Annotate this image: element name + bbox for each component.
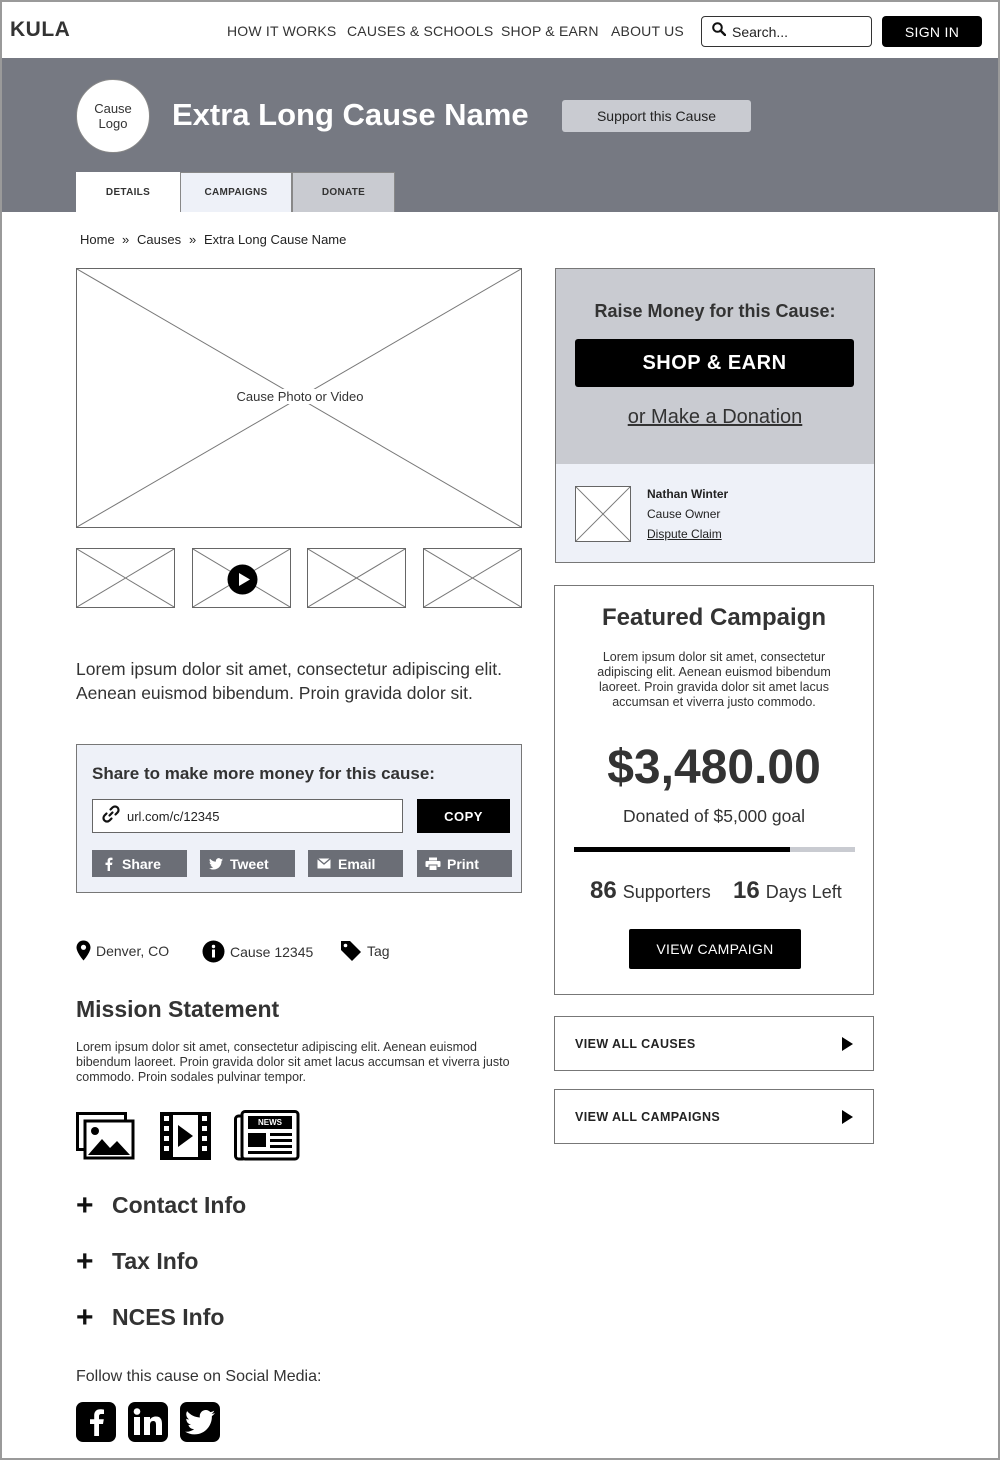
featured-campaign-text: Lorem ipsum dolor sit amet, consectetur adipiscing elit. Aenean euismod bibendum laoreet. Proin gravida dolor sit amet lacus accumsan et viverra justo commodo. <box>597 650 831 709</box>
link-icon <box>101 804 121 829</box>
cause-title: Extra Long Cause Name <box>172 97 529 132</box>
owner-role: Cause Owner <box>647 507 721 521</box>
arrow-right-icon <box>842 1037 853 1051</box>
share-url-field[interactable] <box>92 799 403 833</box>
breadcrumb-separator: » <box>122 232 130 247</box>
accordion-nces-info[interactable] <box>76 1300 225 1334</box>
copy-url-button[interactable]: COPY <box>417 799 510 833</box>
dispute-claim-link[interactable]: Dispute Claim <box>647 527 722 541</box>
donated-amount: $3,480.00 <box>607 741 821 794</box>
cause-id-meta <box>202 940 313 963</box>
video-gallery-icon[interactable] <box>160 1112 211 1160</box>
location-meta <box>76 940 169 961</box>
share-twitter-button[interactable] <box>200 850 295 877</box>
view-all-campaigns-link[interactable] <box>554 1089 874 1144</box>
follow-social-text: Follow this cause on Social Media: <box>76 1368 322 1385</box>
tag-text: Tag <box>367 943 390 959</box>
brand-logo[interactable]: KULA <box>10 18 71 41</box>
make-donation-link-text[interactable]: or Make a Donation <box>627 406 803 428</box>
play-icon[interactable] <box>227 564 258 595</box>
twitter-icon[interactable] <box>180 1402 220 1442</box>
plus-icon: + <box>76 1188 94 1222</box>
cause-lead-text: Lorem ipsum dolor sit amet, consectetur adipiscing elit. Aenean euismod bibendum. Proin gravida dolor sit. <box>76 659 503 703</box>
accordion-label: NCES Info <box>112 1304 225 1330</box>
share-title: Share to make more money for this cause: <box>92 764 435 783</box>
tab-donate[interactable]: DONATE <box>292 172 395 212</box>
plus-icon: + <box>76 1244 94 1278</box>
info-icon <box>202 940 225 963</box>
tab-campaigns[interactable]: CAMPAIGNS <box>180 172 292 212</box>
sign-in-button[interactable]: SIGN IN <box>882 16 982 47</box>
cause-logo <box>76 79 150 153</box>
breadcrumb-causes[interactable]: Causes <box>137 232 182 247</box>
donation-progress-fill <box>574 847 790 852</box>
tag-meta[interactable] <box>340 940 390 962</box>
cause-photo-label: Cause Photo or Video <box>236 389 364 404</box>
search-box[interactable] <box>701 16 872 47</box>
mission-title: Mission Statement <box>76 996 280 1022</box>
search-input[interactable] <box>732 24 862 40</box>
supporters-count: 86 <box>590 877 617 904</box>
image-placeholder-icon <box>576 487 630 541</box>
tag-icon <box>340 940 362 962</box>
plus-icon: + <box>76 1300 94 1334</box>
days-left-count: 16 <box>733 877 760 904</box>
view-all-causes-label: VIEW ALL CAUSES <box>575 1036 696 1051</box>
nav-about-us[interactable]: ABOUT US <box>611 23 684 39</box>
cause-id-text: Cause 12345 <box>230 943 314 960</box>
share-print-label: Print <box>447 855 479 872</box>
location-text: Denver, CO <box>96 942 170 959</box>
shop-earn-button[interactable]: SHOP & EARN <box>575 339 854 387</box>
search-icon <box>712 22 726 41</box>
donation-goal-text: Donated of $5,000 goal <box>623 806 805 826</box>
share-url-input[interactable] <box>127 809 387 824</box>
days-left-stat <box>733 877 842 905</box>
thumbnail-4[interactable] <box>423 548 522 608</box>
nav-shop-earn[interactable]: SHOP & EARN <box>501 23 599 39</box>
image-placeholder-icon <box>308 549 405 607</box>
news-icon[interactable] <box>234 1110 300 1161</box>
accordion-contact-info[interactable] <box>76 1188 247 1222</box>
breadcrumb-current: Extra Long Cause Name <box>204 232 347 247</box>
share-facebook-label: Share <box>122 855 161 872</box>
breadcrumb-home[interactable]: Home <box>80 232 115 247</box>
supporters-stat <box>590 877 711 905</box>
arrow-right-icon <box>842 1110 853 1124</box>
image-placeholder-icon <box>77 549 174 607</box>
accordion-label: Contact Info <box>112 1192 247 1218</box>
thumbnail-video[interactable] <box>192 548 291 608</box>
share-facebook-button[interactable] <box>92 850 187 877</box>
email-icon <box>316 858 332 869</box>
twitter-icon <box>208 858 224 870</box>
view-campaign-button[interactable]: VIEW CAMPAIGN <box>629 929 801 969</box>
accordion-label: Tax Info <box>112 1248 199 1274</box>
thumbnail-3[interactable] <box>307 548 406 608</box>
donation-progress-bar <box>574 847 855 852</box>
nav-causes-schools[interactable]: CAUSES & SCHOOLS <box>347 23 494 39</box>
breadcrumb-separator: » <box>189 232 197 247</box>
share-email-button[interactable] <box>308 850 403 877</box>
support-cause-button[interactable]: Support this Cause <box>562 100 751 132</box>
supporters-label: Supporters <box>622 882 711 902</box>
photo-gallery-icon[interactable] <box>76 1112 135 1160</box>
image-placeholder-icon <box>424 549 521 607</box>
thumbnail-1[interactable] <box>76 548 175 608</box>
cause-photo-placeholder[interactable] <box>76 268 522 528</box>
print-icon <box>425 857 441 871</box>
cause-logo-text: Cause Logo <box>94 101 132 131</box>
nav-how-it-works[interactable]: HOW IT WORKS <box>227 23 337 39</box>
raise-money-title: Raise Money for this Cause: <box>594 301 836 321</box>
facebook-icon <box>100 857 116 871</box>
share-email-label: Email <box>338 855 376 872</box>
tab-details[interactable]: DETAILS <box>76 172 180 212</box>
share-print-button[interactable] <box>417 850 512 877</box>
days-left-label: Days Left <box>765 882 842 902</box>
owner-name: Nathan Winter <box>647 487 729 501</box>
linkedin-icon[interactable] <box>128 1402 168 1442</box>
mission-text: Lorem ipsum dolor sit amet, consectetur adipiscing elit. Aenean euismod bibendum laoreet. Proin gravida dolor sit amet lacus accumsan et viverra justo commodo. Proin sodales pulvinar tempor. <box>76 1040 510 1084</box>
map-pin-icon <box>76 940 91 961</box>
accordion-tax-info[interactable] <box>76 1244 199 1278</box>
make-donation-link <box>555 406 875 429</box>
facebook-icon[interactable] <box>76 1402 116 1442</box>
news-icon-label: NEWS <box>258 1118 282 1127</box>
view-all-causes-link[interactable] <box>554 1016 874 1071</box>
view-all-campaigns-label: VIEW ALL CAMPAIGNS <box>575 1109 721 1124</box>
owner-avatar <box>575 486 631 542</box>
featured-campaign-title: Featured Campaign <box>601 604 827 631</box>
share-twitter-label: Tweet <box>230 855 269 872</box>
